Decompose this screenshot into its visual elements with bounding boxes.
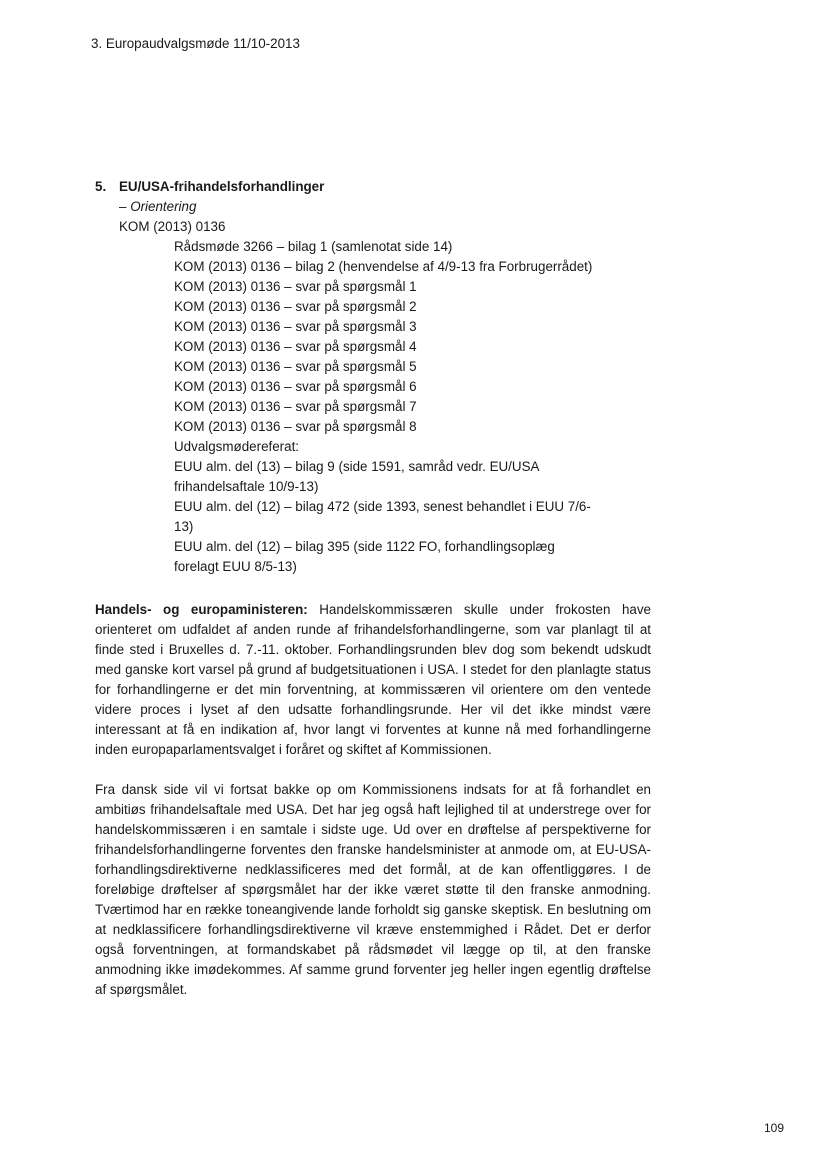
body-paragraph-2: Fra dansk side vil vi fortsat bakke op om Kommissionens indsats for at få forhandlet en ambitiøs frihandelsaftale med USA. Det har jeg også haft lejlighed til at understrege over for handelskommissæren i en samtale i sidste uge. Ud over en drøftelse af perspektiverne for frihandelsforhandlingerne forventes den franske handelsminister at anmode om, at EU-USA-forhandlingsdirektiverne nedklassificeres med det formål, at de kan offentliggøres. I de foreløbige drøftelser af spørgsmålet har der ikke været støtte til den franske anmodning. Tværtimod har en række toneangivende lande forholdt sig ganske skeptisk. En beslutning om at nedklassificere forhandlingsdirektiverne vil kræve enstemmighed i Rådet. Det er derfor også forventningen, at formandskabet på rådsmødet vil lægge op til, at den franske anmodning ikke imødekommes. Af samme grund forventer jeg heller ingen egentlig drøftelse af spørgsmålet. (95, 782, 651, 997)
agenda-number: 5. (95, 179, 107, 194)
reference-item: KOM (2013) 0136 – svar på spørgsmål 2 (174, 299, 417, 314)
reference-item: KOM (2013) 0136 – svar på spørgsmål 4 (174, 339, 417, 354)
speaker-label: Handels- og europaministeren: (95, 602, 308, 617)
paragraph-1-text: Handelskommissæren skulle under frokosten have orienteret om udfaldet af anden runde af frihandelsforhandlingerne, som var planlagt til at finde sted i Bruxelles d. 7.-11. oktober. Forhandlingsrunden blev dog som bekendt udskudt med ganske kort varsel på grund af budgetsituationen i USA. I stedet for den planlagte status for forhandlingerne er det min forventning, at kommissæren vil orientere om den ventede videre proces i lyset af den udsatte forhandlingsrunde. Her vil det ikke mindst være interessant at få en indikation af, hvor langt vi forventes at kunne nå med forhandlingerne inden europaparlamentsvalget i foråret og skiftet af Kommissionen. (95, 602, 651, 757)
agenda-item (95, 177, 655, 590)
reference-item: KOM (2013) 0136 – svar på spørgsmål 7 (174, 399, 417, 414)
reference-item: KOM (2013) 0136 – svar på spørgsmål 5 (174, 359, 417, 374)
page-number: 109 (763, 1121, 784, 1135)
reference-item: Udvalgsmødereferat: (174, 439, 300, 454)
reference-item: EUU alm. del (12) – bilag 472 (side 1393, senest behandlet i EUU 7/6-13) (174, 499, 591, 534)
reference-item: KOM (2013) 0136 – svar på spørgsmål 6 (174, 379, 417, 394)
agenda-title: EU/USA-frihandelsforhandlinger (119, 179, 325, 194)
body-paragraph-1 (95, 600, 651, 760)
subtitle-text: Orientering (130, 199, 197, 214)
reference-list (174, 237, 594, 577)
reference-item: KOM (2013) 0136 – svar på spørgsmål 8 (174, 419, 417, 434)
subtitle-dash: – (119, 199, 127, 214)
agenda-heading (95, 177, 655, 197)
document-header: 3. Europaudvalgsmøde 11/10-2013 (91, 36, 300, 51)
reference-item: Rådsmøde 3266 – bilag 1 (samlenotat side 14) (174, 239, 453, 254)
reference-item: EUU alm. del (12) – bilag 395 (side 1122 FO, forhandlingsoplæg forelagt EUU 8/5-13) (174, 539, 555, 574)
kom-reference: KOM (2013) 0136 (119, 219, 226, 234)
reference-item: KOM (2013) 0136 – svar på spørgsmål 3 (174, 319, 417, 334)
agenda-subtitle (119, 197, 655, 217)
reference-item: KOM (2013) 0136 – bilag 2 (henvendelse af 4/9-13 fra Forbrugerrådet) (174, 259, 593, 274)
reference-item: EUU alm. del (13) – bilag 9 (side 1591, samråd vedr. EU/USA frihandelsaftale 10/9-13) (174, 459, 539, 494)
reference-item: KOM (2013) 0136 – svar på spørgsmål 1 (174, 279, 417, 294)
